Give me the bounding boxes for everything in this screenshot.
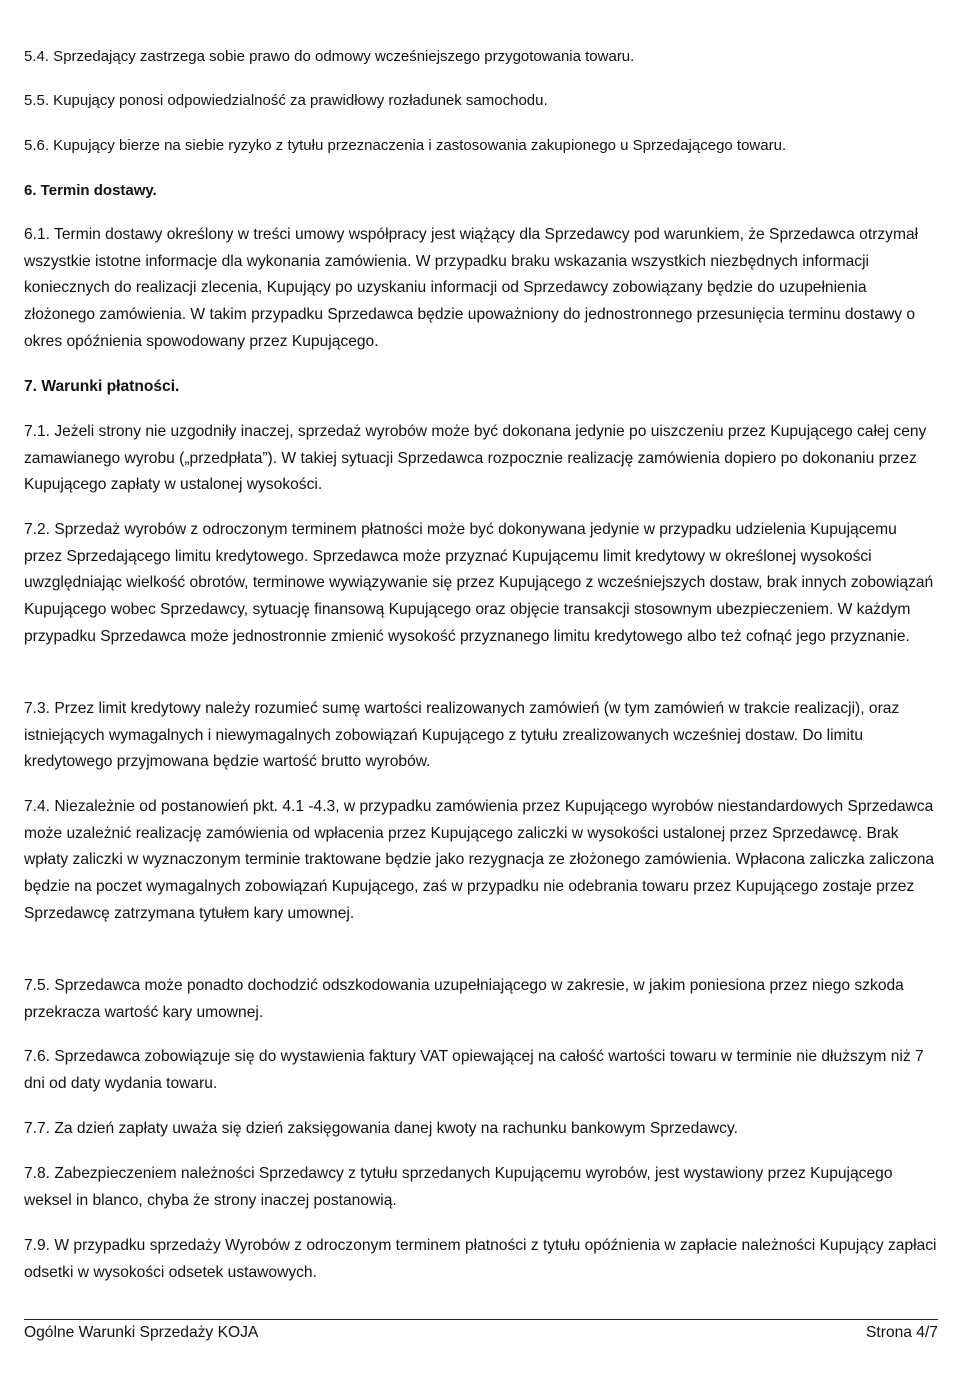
footer-page-number: Strona 4/7 bbox=[866, 1324, 938, 1341]
clause-7-4: 7.4. Niezależnie od postanowień pkt. 4.1 -4.3, w przypadku zamówienia przez Kupującego wyrobów niestandardowych Sprzedawca może uzależnić realizację zamówienia od wpłacenia przez Kupującego zaliczki w wysokości ustalonej przez Sprzedawcę. Brak wpłaty zaliczki w wyznaczonym terminie traktowane będzie jako rezygnacja ze złożonego zamówienia. Wpłacona zaliczka zaliczona będzie na poczet wymagalnych zobowiązań Kupującego, zaś w przypadku nie odebrania towaru przez Kupującego zostaje przez Sprzedawcę zatrzymana tytułem kary umownej. bbox=[24, 798, 935, 922]
clause-7-8: 7.8. Zabezpieczeniem należności Sprzedawcy z tytułu sprzedanych Kupującemu wyrobów, jest wystawiony przez Kupującego weksel in blanco, chyba że strony inaczej postanowią. bbox=[24, 1165, 893, 1209]
clause-7-9: 7.9. W przypadku sprzedaży Wyrobów z odroczonym terminem płatności z tytułu opóźnienia w zapłacie należności Kupujący zapłaci odsetki w wysokości odsetek ustawowych. bbox=[24, 1237, 937, 1281]
clause-5-4: 5.4. Sprzedający zastrzega sobie prawo do odmowy wcześniejszego przygotowania towaru. bbox=[24, 48, 635, 65]
clause-7-2: 7.2. Sprzedaż wyrobów z odroczonym terminem płatności może być dokonywana jedynie w przypadku udzielenia Kupującemu przez Sprzedającego limitu kredytowego. Sprzedawca może przyznać Kupującemu limit kredytowy w określonej wysokości uwzględniając wielkość obrotów, terminowe wywiązywanie się przez Kupującego z wcześniejszych dostaw, brak innych zobowiązań Kupującego wobec Sprzedawcy, sytuację finansową Kupującego oraz objęcie transakcji stosownym ubezpieczeniem. W każdym przypadku Sprzedawca może jednostronnie zmienić wysokość przyznanego limitu kredytowego albo też cofnąć jego przyznanie. bbox=[24, 521, 934, 645]
section-heading-7: 7. Warunki płatności. bbox=[24, 378, 180, 395]
clause-7-7: 7.7. Za dzień zapłaty uważa się dzień zaksięgowania danej kwoty na rachunku bankowym Sprzedawcy. bbox=[24, 1120, 738, 1137]
clause-7-5: 7.5. Sprzedawca może ponadto dochodzić odszkodowania uzupełniającego w zakresie, w jakim poniesiona przez niego szkoda przekracza wartość kary umownej. bbox=[24, 977, 904, 1021]
clause-5-6: 5.6. Kupujący bierze na siebie ryzyko z tytułu przeznaczenia i zastosowania zakupionego u Sprzedającego towaru. bbox=[24, 137, 787, 154]
footer-divider bbox=[24, 1319, 938, 1320]
section-heading-6: 6. Termin dostawy. bbox=[24, 182, 157, 199]
clause-7-1: 7.1. Jeżeli strony nie uzgodniły inaczej, sprzedaż wyrobów może być dokonana jedynie po uiszczeniu przez Kupującego całej ceny zamawianego wyrobu („przedpłata”). W takiej sytuacji Sprzedawca rozpocznie realizację zamówienia dopiero po dokonaniu przez Kupującego zapłaty w ustalonej wysokości. bbox=[24, 423, 927, 494]
clause-6-1: 6.1. Termin dostawy określony w treści umowy współpracy jest wiążący dla Sprzedawcy pod warunkiem, że Sprzedawca otrzymał wszystkie istotne informacje dla wykonania zamówienia. W przypadku braku wskazania wszystkich niezbędnych informacji koniecznych do realizacji zlecenia, Kupujący po uzyskaniu informacji od Sprzedawcy zobowiązany będzie do uzupełnienia złożonego zamówienia. W takim przypadku Sprzedawca będzie upoważniony do jednostronnego przesunięcia terminu dostawy o okres opóźnienia spowodowany przez Kupującego. bbox=[24, 226, 919, 350]
clause-5-5: 5.5. Kupujący ponosi odpowiedzialność za prawidłowy rozładunek samochodu. bbox=[24, 92, 548, 109]
footer-document-title: Ogólne Warunki Sprzedaży KOJA bbox=[24, 1324, 259, 1341]
clause-7-3: 7.3. Przez limit kredytowy należy rozumieć sumę wartości realizowanych zamówień (w tym zamówień w trakcie realizacji), oraz istniejących wymagalnych i niewymagalnych zobowiązań Kupującego z tytułu zrealizowanych wcześniej dostaw. Do limitu kredytowego przyjmowana będzie wartość brutto wyrobów. bbox=[24, 700, 900, 771]
clause-7-6: 7.6. Sprzedawca zobowiązuje się do wystawienia faktury VAT opiewającej na całość wartości towaru w terminie nie dłuższym niż 7 dni od daty wydania towaru. bbox=[24, 1048, 924, 1092]
